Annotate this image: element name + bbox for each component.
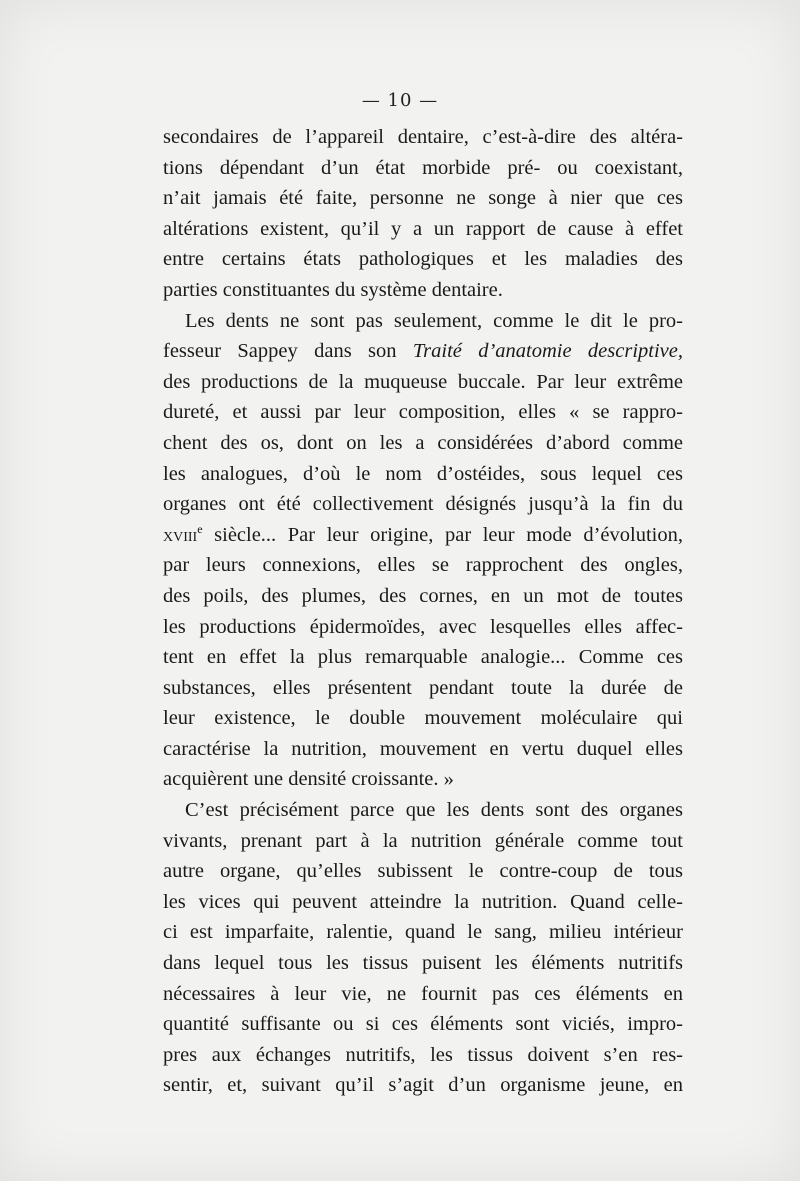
text-line: nécessaires à leur vie, ne fournit pas ces éléments en: [163, 982, 683, 1005]
text-line: organes ont été collectivement désignés jusqu’à la fin du: [163, 493, 683, 516]
text-line: quantité suffisante ou si ces éléments sont viciés, impro-: [163, 1013, 683, 1036]
text-line: pres aux échanges nutritifs, les tissus doivent s’en res-: [163, 1043, 683, 1066]
text-line: caractérise la nutrition, mouvement en vertu duquel elles: [163, 737, 683, 760]
text-line: tent en effet la plus remarquable analogie... Comme ces: [163, 646, 683, 669]
text-line: sentir, et, suivant qu’il s’agit d’un organisme jeune, en: [163, 1074, 683, 1097]
body-text: [163, 122, 683, 1101]
century-numeral: xviii: [163, 523, 198, 546]
text-line: les vices qui peuvent atteindre la nutrition. Quand celle-: [163, 890, 683, 913]
superscript: e: [197, 521, 203, 536]
text-line: dureté, et aussi par leur composition, elles « se rappro-: [163, 401, 683, 424]
text-line: altérations existent, qu’il y a un rapport de cause à effet: [163, 217, 683, 240]
text-line: acquièrent une densité croissante. »: [163, 768, 454, 791]
text-line: [163, 336, 683, 367]
text-line: par leurs connexions, elles se rapprochent des ongles,: [163, 554, 683, 577]
text-line: des productions de la muqueuse buccale. Par leur extrême: [163, 370, 683, 393]
text-line: ci est imparfaite, ralentie, quand le sang, milieu intérieur: [163, 921, 683, 944]
text-line: tions dépendant d’un état morbide pré- ou coexistant,: [163, 156, 683, 179]
text-line: C’est précisément parce que les dents sont des organes: [185, 799, 683, 822]
text-line: leur existence, le double mouvement moléculaire qui: [163, 707, 683, 730]
text-line: autre organe, qu’elles subissent le contre-coup de tous: [163, 860, 683, 883]
text-fragment: fesseur Sappey dans son: [163, 340, 413, 363]
text-line: dans lequel tous les tissus puisent les éléments nutritifs: [163, 952, 683, 975]
text-line: vivants, prenant part à la nutrition générale comme tout: [163, 829, 683, 852]
text-line: les analogues, d’où le nom d’ostéides, sous lequel ces: [163, 462, 683, 485]
text-fragment: siècle... Par leur origine, par leur mode d’évolution,: [202, 523, 683, 546]
book-title: Traité d’anatomie descriptive,: [412, 340, 683, 363]
text-line: entre certains états pathologiques et les maladies des: [163, 248, 683, 271]
page-number: — 10 —: [361, 90, 439, 111]
text-line: les productions épidermoïdes, avec lesquelles elles affec-: [163, 615, 683, 638]
text-line: Les dents ne sont pas seulement, comme le dit le pro-: [185, 309, 683, 332]
text-line: secondaires de l’appareil dentaire, c’est-à-dire des altéra-: [163, 126, 683, 148]
text-line: n’ait jamais été faite, personne ne songe à nier que ces: [163, 187, 683, 210]
text-line: chent des os, dont on les a considérées d’abord comme: [163, 431, 683, 454]
text-line: des poils, des plumes, des cornes, en un mot de toutes: [163, 584, 683, 607]
text-line: parties constituantes du système dentaire.: [163, 278, 503, 301]
text-line: [163, 520, 683, 551]
text-line: substances, elles présentent pendant toute la durée de: [163, 676, 683, 699]
